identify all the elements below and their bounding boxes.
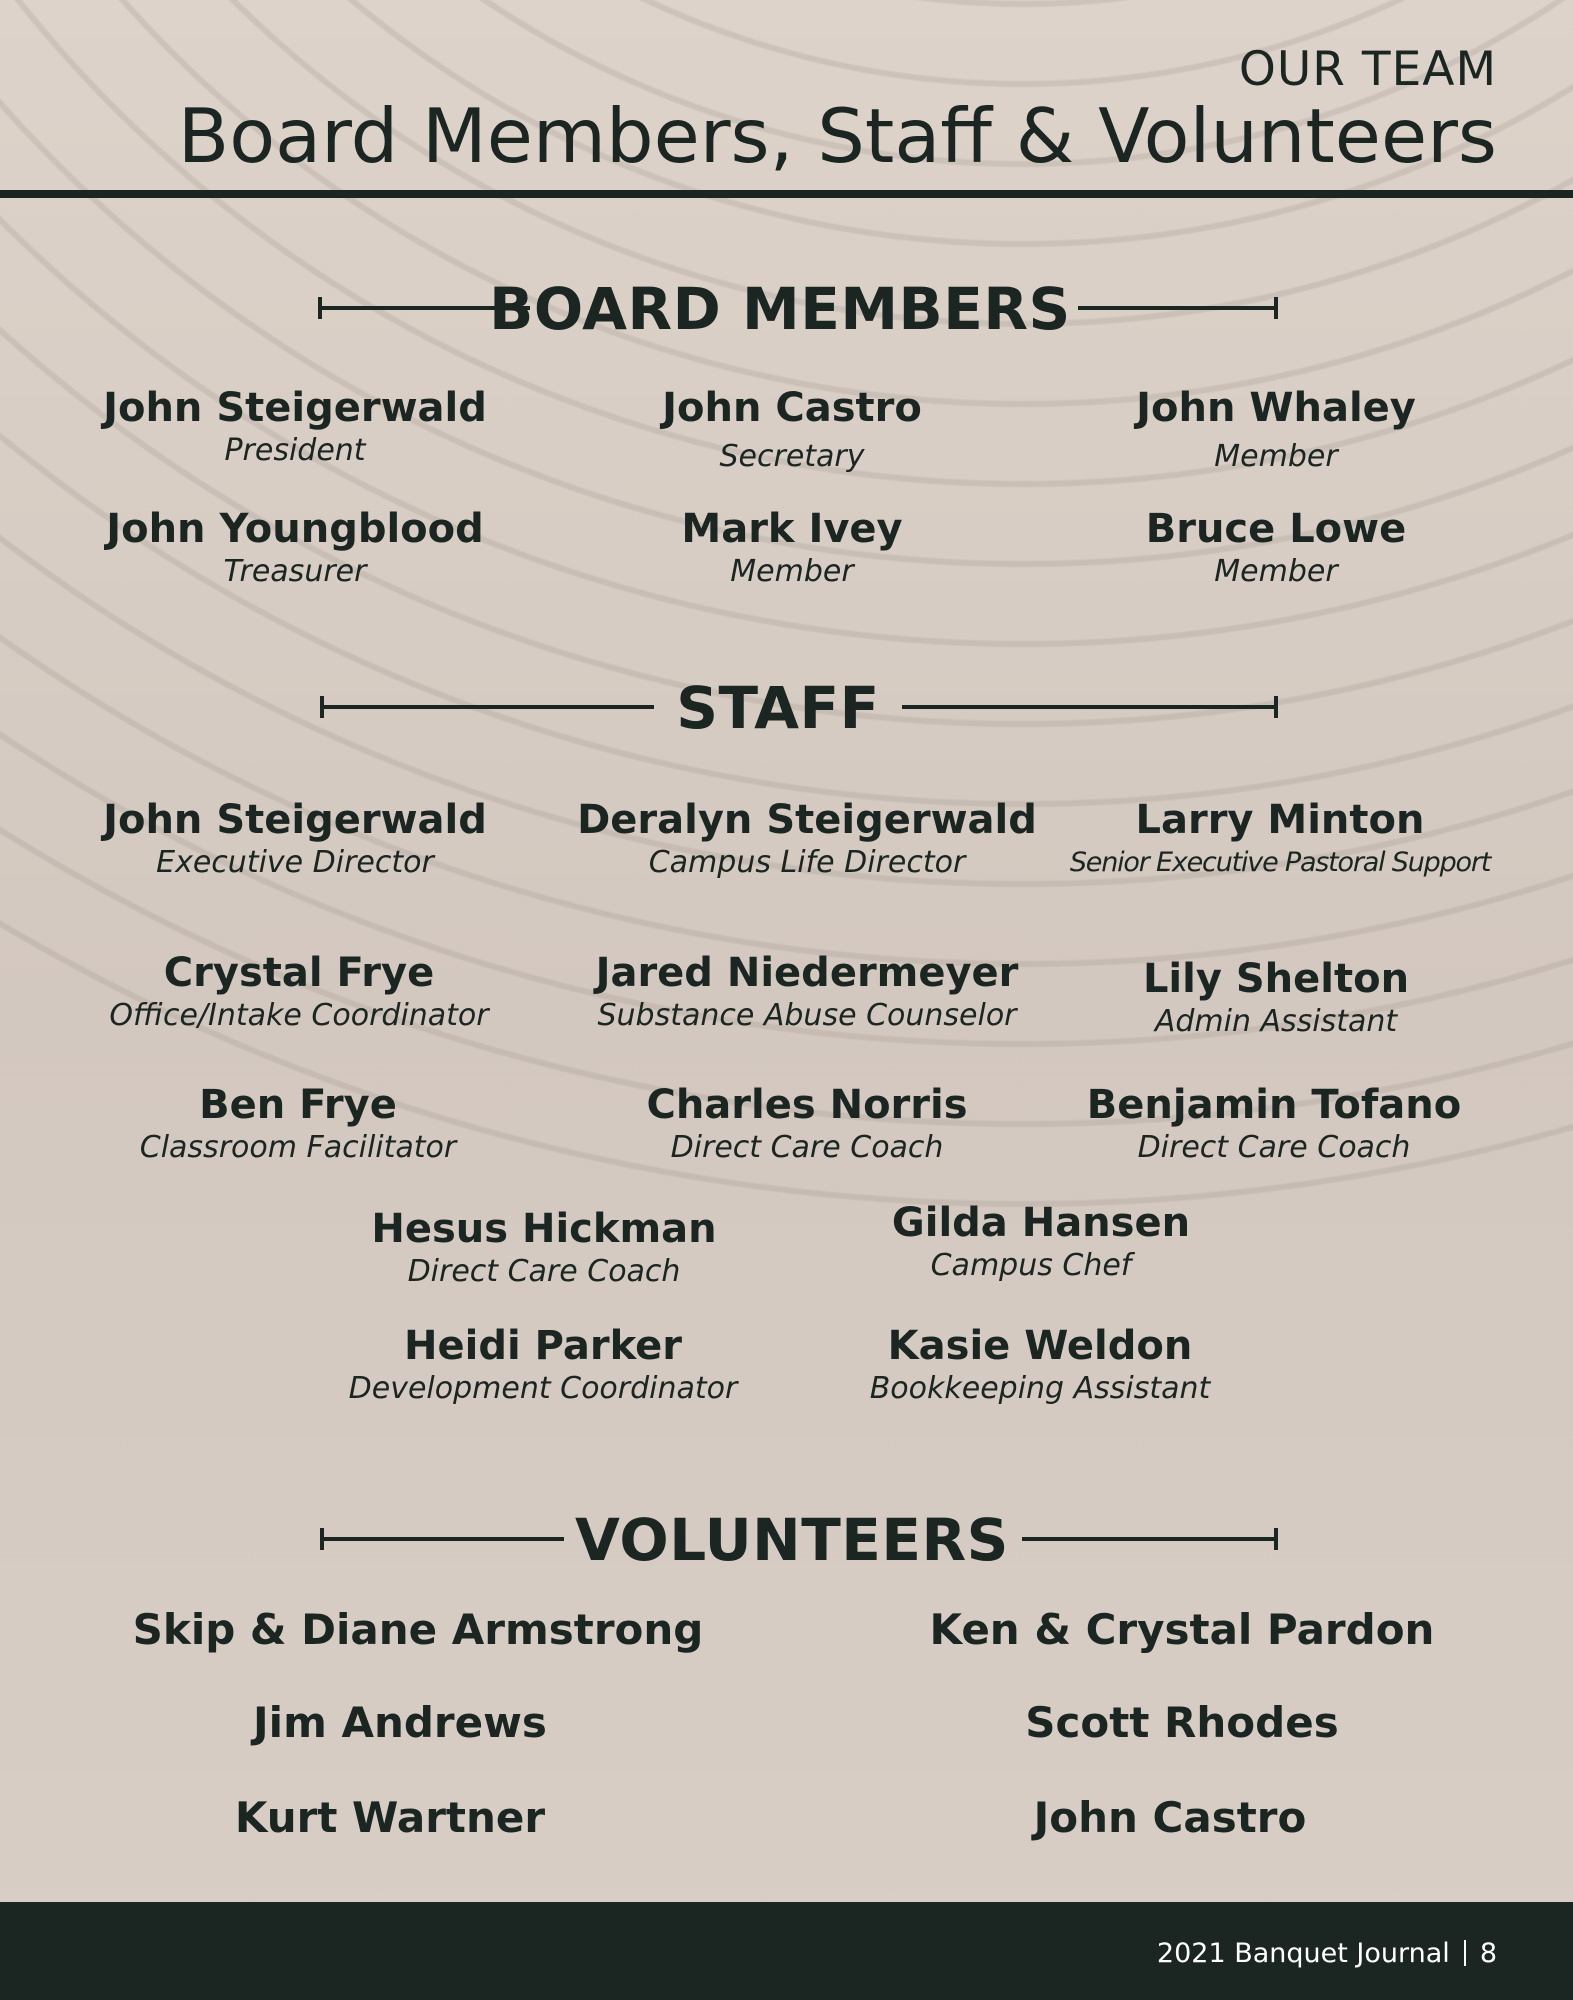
staff-member [815, 1322, 1265, 1408]
volunteer-name: Scott Rhodes [1025, 1698, 1339, 1747]
board-member [592, 505, 992, 591]
board-member [1076, 384, 1476, 476]
board-member [1076, 505, 1476, 591]
board-member-name: Bruce Lowe [1145, 506, 1407, 552]
staff-title: STAFF [676, 674, 880, 742]
staff-name: Benjamin Tofano [1086, 1082, 1462, 1128]
staff-name: John Steigerwald [103, 797, 487, 843]
staff-name: Deralyn Steigerwald [577, 797, 1037, 843]
staff-role: Executive Director [156, 845, 434, 880]
staff-name: Larry Minton [1135, 797, 1425, 843]
staff-name: Jared Niedermeyer [595, 950, 1019, 996]
staff-name: Heidi Parker [404, 1323, 682, 1369]
staff-role: Development Coordinator [348, 1371, 738, 1406]
board-member-role: Member [1214, 439, 1338, 474]
header-divider [0, 190, 1573, 198]
staff-name: Gilda Hansen [891, 1200, 1191, 1246]
staff-role: Office/Intake Coordinator [109, 998, 489, 1033]
board-members-heading [318, 274, 1278, 344]
staff-name: Lily Shelton [1142, 956, 1410, 1002]
board-member [592, 384, 992, 476]
footer-separator [1464, 1940, 1466, 1966]
staff-member [1076, 955, 1476, 1041]
page-title: Board Members, Staff & Volunteers [177, 92, 1497, 180]
staff-role: Classroom Facilitator [139, 1130, 457, 1165]
staff-member [1074, 1081, 1474, 1167]
staff-role: Direct Care Coach [670, 1130, 944, 1165]
board-member-name: John Steigerwald [103, 385, 487, 431]
volunteers-title: VOLUNTEERS [575, 1506, 1009, 1574]
volunteer-name: Jim Andrews [253, 1698, 547, 1747]
staff-name: Charles Norris [646, 1082, 968, 1128]
staff-member [318, 1322, 768, 1408]
board-member-role: President [224, 433, 366, 468]
volunteer-name: Kurt Wartner [234, 1793, 546, 1842]
volunteer-name: Skip & Diane Armstrong [132, 1605, 704, 1654]
board-members-title: BOARD MEMBERS [489, 275, 1071, 343]
board-member-name: John Youngblood [106, 506, 484, 552]
staff-role: Direct Care Coach [1137, 1130, 1411, 1165]
staff-member [79, 949, 519, 1035]
staff-role: Senior Executive Pastoral Support [1069, 847, 1491, 878]
staff-role: Admin Assistant [1154, 1004, 1398, 1039]
staff-role: Campus Chef [930, 1248, 1132, 1283]
staff-member [841, 1199, 1241, 1285]
staff-member [98, 1081, 498, 1167]
staff-member [572, 949, 1042, 1035]
board-member-name: John Whaley [1136, 385, 1416, 431]
staff-name: Crystal Frye [163, 950, 435, 996]
board-member-name: John Castro [662, 385, 922, 431]
staff-member [557, 796, 1057, 882]
staff-heading [318, 673, 1278, 743]
volunteer-name: John Castro [1033, 1793, 1307, 1842]
staff-name: Kasie Weldon [887, 1323, 1193, 1369]
header-kicker: OUR TEAM [1238, 42, 1497, 97]
staff-name: Ben Frye [199, 1082, 397, 1128]
staff-member [1050, 796, 1510, 882]
publication-name: 2021 Banquet Journal [1156, 1938, 1450, 1969]
page-number: 8 [1479, 1938, 1497, 1969]
staff-member [95, 796, 495, 882]
staff-role: Bookkeeping Assistant [869, 1371, 1211, 1406]
staff-role: Campus Life Director [648, 845, 966, 880]
board-member [95, 505, 495, 591]
staff-role: Substance Abuse Counselor [597, 998, 1017, 1033]
board-member-role: Treasurer [223, 554, 367, 589]
staff-member [344, 1205, 744, 1291]
footer-text [1157, 1938, 1497, 1969]
staff-role: Direct Care Coach [407, 1254, 681, 1289]
board-member-role: Member [1214, 554, 1338, 589]
board-member-name: Mark Ivey [681, 506, 903, 552]
rule-cap-right [1274, 696, 1278, 718]
footer-bar [0, 1902, 1573, 2000]
rule-cap-right [1274, 1528, 1278, 1550]
staff-name: Hesus Hickman [371, 1206, 717, 1252]
staff-member [607, 1081, 1007, 1167]
board-member [95, 384, 495, 470]
board-member-role: Member [730, 554, 854, 589]
volunteers-heading [318, 1505, 1278, 1575]
board-member-role: Secretary [719, 439, 865, 474]
volunteer-name: Ken & Crystal Pardon [929, 1605, 1435, 1654]
rule-cap-right [1274, 297, 1278, 319]
